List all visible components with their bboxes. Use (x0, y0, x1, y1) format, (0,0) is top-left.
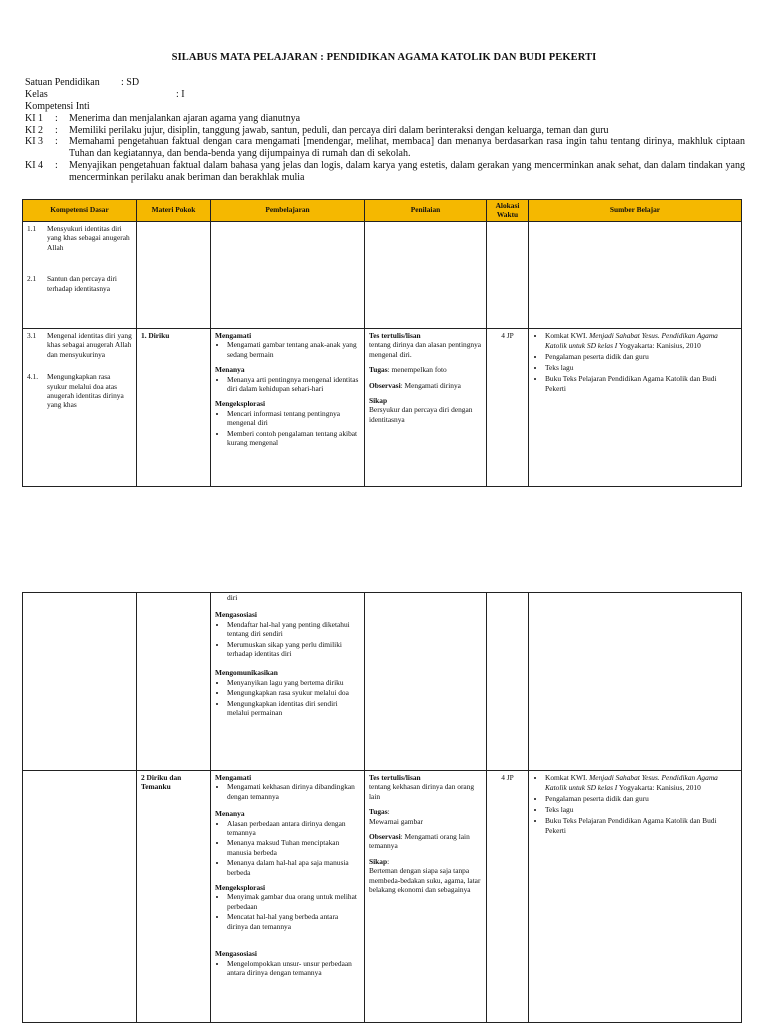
list-item: • Memberi contoh pengalaman tentang akibat kurang mengenal (227, 429, 360, 448)
section-heading: Mengasosiasi (215, 949, 257, 959)
list-item: • Teks lagu (545, 805, 737, 815)
list-item: • Mengelompokkan unsur- unsur perbedaan antara dirinya dengan temannya (227, 959, 360, 978)
ki-item: KI 3 : Memahami pengetahuan faktual dengan cara mengamati [mendengar, melihat, membaca] dan menanya berdasarkan rasa ingin tahu tentang dirinya, makhluk ciptaan Tuhan dan kegiatannya, dan benda-benda yang dijumpainya di rumah dan di sekolah. (25, 136, 745, 160)
section-heading: Menanya (215, 365, 245, 375)
penilaian-cell: Tes tertulis/lisan tentang kekhasan dirinya dan orang lain Tugas: Mewarnai gambar Observasi: Mengamati orang lain temannya Sikap: Berteman dengan siapa saja tanpa membeda-bedakan suku, agama, latar belakang ekonomi dan sebagainya (365, 771, 487, 1023)
list-item: • Pengalaman peserta didik dan guru (545, 352, 737, 362)
list-item: • Buku Teks Pelajaran Pendidikan Agama Katolik dan Budi Pekerti (545, 374, 737, 394)
kd-number: 4.1. (27, 372, 39, 382)
sumber-cell (529, 329, 742, 487)
section-heading: Mengamati (215, 331, 252, 340)
list-item: • Teks lagu (545, 363, 737, 373)
continued-text: diri (227, 593, 238, 602)
list-item: • Mendaftar hal-hal yang penting diketahui tentang diri sendiri (227, 620, 360, 639)
penilaian-heading: Tugas (369, 807, 388, 817)
kd-text: Mengungkapkan rasa syukur melalui doa atas anugerah identitas dirinya yang khas (47, 372, 124, 410)
penilaian-text: : Mengamati dirinya (400, 380, 461, 390)
col-header-materi: Materi Pokok (137, 200, 211, 222)
penilaian-text: tentang kekhasan dirinya dan orang lain (369, 782, 475, 801)
section-heading: Mengamati (215, 773, 252, 782)
penilaian-heading: Sikap (369, 396, 388, 406)
section-heading: Mengasosiasi (215, 610, 257, 620)
list-item: • Buku Teks Pelajaran Pendidikan Agama Katolik dan Budi Pekerti (545, 816, 737, 836)
alokasi-waktu: 4 JP (487, 329, 529, 487)
section-heading: Mengeksplorasi (215, 399, 266, 409)
list-item: • Mengamati gambar tentang anak-anak yang sedang bermain (227, 340, 360, 359)
penilaian-heading: Sikap (369, 856, 388, 866)
list-item: • Menanya dalam hal-hal apa saja manusia berbeda (227, 858, 360, 877)
satuan-row (25, 77, 745, 89)
table-row (23, 329, 742, 487)
kd-number: 1.1 (27, 224, 37, 233)
ki-text: Memahami pengetahuan faktual dengan cara mengamati [mendengar, melihat, membaca] dan menanya berdasarkan rasa ingin tahu tentang dirinya, makhluk ciptaan Tuhan dan kegiatannya, dan benda-benda yang dijumpainya di rumah dan di sekolah. (69, 136, 745, 160)
document-header (25, 77, 745, 184)
ki-text: Memiliki perilaku jujur, disiplin, tanggung jawab, santun, peduli, dan percaya diri dalam berinteraksi dengan keluarga, teman dan guru (69, 124, 609, 136)
table-row (23, 771, 742, 1023)
ki-code: KI 4 (25, 159, 44, 171)
ki-heading: Kompetensi Inti (25, 101, 90, 112)
penilaian-text: : Mengamati orang lain temannya (369, 832, 470, 851)
kelas-row (25, 89, 745, 101)
col-header-alokasi: Alokasi Waktu (487, 200, 529, 222)
col-header-sumber: Sumber Belajar (529, 200, 742, 222)
list-item: • Komkat KWI. Menjadi Sahabat Yesus. Pendidikan Agama Katolik untuk SD kelas I Yogyakarta: Kanisius, 2010 (545, 773, 737, 793)
satuan-value: : SD (121, 77, 140, 88)
list-item: • Menanya arti pentingnya mengenal identitas diri dalam kehidupan sehari-hari (227, 375, 360, 394)
col-header-pembelajaran: Pembelajaran (211, 200, 365, 222)
col-header-kompetensi: Kompetensi Dasar (23, 200, 137, 222)
kelas-label: Kelas (25, 89, 48, 100)
section-heading: Mengomunikasikan (215, 668, 278, 678)
syllabus-table-continued (22, 592, 742, 1023)
list-item: • Alasan perbedaan antara dirinya dengan temannya (227, 819, 360, 838)
materi-pokok: 2 Diriku dan Temanku (137, 771, 211, 1023)
penilaian-heading: Observasi (369, 380, 401, 390)
section-heading: Menanya (215, 809, 245, 819)
table-header-row (23, 200, 742, 222)
penilaian-cell (365, 329, 487, 487)
document-title: SILABUS MATA PELAJARAN : PENDIDIKAN AGAMA KATOLIK DAN BUDI PEKERTI (171, 52, 597, 63)
kd-text: Mengenal identitas diri yang khas sebagai anugerah Allah dan mensyukurinya (47, 331, 132, 359)
syllabus-table (22, 199, 742, 487)
ki-item: KI 2 : Memiliki perilaku jujur, disiplin, tanggung jawab, santun, peduli, dan percaya diri dalam berinteraksi dengan keluarga, teman dan guru (25, 125, 745, 137)
ki-text: Menerima dan menjalankan ajaran agama yang dianutnya (69, 112, 301, 124)
penilaian-heading: Tugas (369, 365, 388, 375)
kd-text: Mensyukuri identitas diri yang khas sebagai anugerah Allah (47, 224, 130, 252)
list-item: • Menyanyikan lagu yang bertema diriku (227, 678, 360, 687)
ki-code: KI 2 (25, 124, 44, 136)
list-item: • Komkat KWI. Menjadi Sahabat Yesus. Pendidikan Agama Katolik untuk SD kelas I Yogyakarta: Kanisius, 2010 (545, 331, 737, 351)
ki-text: Menyajikan pengetahuan faktual dalam bahasa yang jelas dan logis, dalam karya yang estetis, dalam gerakan yang mencerminkan anak sehat, dan dalam tindakan yang mencerminkan perilaku anak beriman dan berakhlak mulia (69, 159, 745, 183)
list-item: • Mencatat hal-hal yang berbeda antara dirinya dan temannya (227, 912, 360, 931)
penilaian-text: : menempelkan foto (387, 365, 447, 375)
list-item: • Menyimak gambar dua orang untuk melihat perbedaan (227, 892, 360, 911)
kelas-value: : I (176, 89, 185, 100)
penilaian-text: Bersyukur dan percaya diri dengan identitasnya (369, 405, 473, 424)
kd-cell (23, 329, 137, 487)
table-row (23, 222, 742, 329)
penilaian-heading: Observasi (369, 832, 401, 842)
list-item: • Mengungkapkan rasa syukur melalui doa (227, 688, 360, 697)
penilaian-text: Berteman dengan siapa saja tanpa membeda-bedakan suku, agama, latar belakang ekonomi dan sebagainya (369, 866, 481, 895)
kd-text: Santun dan percaya diri terhadap identitasnya (47, 274, 117, 293)
list-item: • Menanya maksud Tuhan menciptakan manusia berbeda (227, 838, 360, 857)
section-heading: Mengeksplorasi (215, 883, 266, 893)
ki-code: KI 1 (25, 112, 44, 124)
penilaian-text: Mewarnai gambar (369, 816, 423, 826)
kd-number: 2.1 (27, 274, 37, 284)
sumber-cell (529, 771, 742, 1023)
ki-item: KI 4 : Menyajikan pengetahuan faktual dalam bahasa yang jelas dan logis, dalam karya yang estetis, dalam gerakan yang mencerminkan anak sehat, dan dalam tindakan yang mencerminkan perilaku anak beriman dan berakhlak mulia (25, 159, 745, 183)
penilaian-heading: Tes tertulis/lisan (369, 773, 421, 782)
table-row (23, 593, 742, 771)
list-item: • Mencari informasi tentang pentingnya mengenal diri (227, 409, 360, 428)
kd-cell (23, 222, 137, 329)
ki-code: KI 3 (25, 136, 44, 148)
penilaian-heading: Tes tertulis/lisan (369, 331, 421, 340)
pembelajaran-cell (211, 593, 365, 771)
list-item: • Mengungkapkan identitas diri sendiri melalui permainan (227, 699, 360, 718)
list-item: • Merumuskan sikap yang perlu dimiliki terhadap identitas diri (227, 640, 360, 659)
penilaian-text: tentang dirinya dan alasan pentingnya mengenal diri. (369, 340, 482, 359)
ki-item: KI 1 : Menerima dan menjalankan ajaran agama yang dianutnya (25, 113, 745, 125)
pembelajaran-cell (211, 329, 365, 487)
alokasi-waktu: 4 JP (487, 771, 529, 1023)
list-item: • Mengamati kekhasan dirinya dibandingkan dengan temannya (227, 782, 360, 801)
list-item: • Pengalaman peserta didik dan guru (545, 794, 737, 804)
col-header-penilaian: Penilaian (365, 200, 487, 222)
kd-number: 3.1 (27, 331, 37, 340)
pembelajaran-cell (211, 771, 365, 1023)
satuan-label: Satuan Pendidikan (25, 77, 100, 88)
materi-pokok: 1. Diriku (137, 329, 211, 487)
